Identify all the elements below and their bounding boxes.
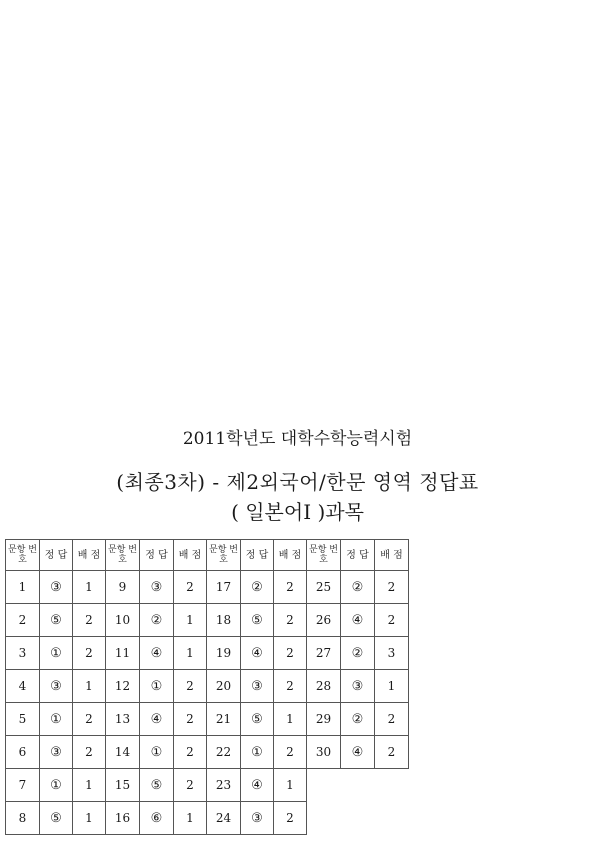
answer-value: ③ <box>140 571 174 604</box>
question-number: 1 <box>6 571 40 604</box>
score-value: 2 <box>274 637 307 670</box>
header-question-number: 문항 번호 <box>6 540 40 571</box>
score-value: 2 <box>274 802 307 835</box>
score-value: 3 <box>375 637 409 670</box>
header-score: 배 점 <box>274 540 307 571</box>
title-exam-year: 2011학년도 대학수학능력시험 <box>182 429 413 449</box>
answer-value: ③ <box>241 802 274 835</box>
answer-value: ④ <box>140 637 174 670</box>
score-value: 1 <box>174 802 207 835</box>
question-number: 6 <box>6 736 40 769</box>
question-number: 3 <box>6 637 40 670</box>
header-score: 배 점 <box>73 540 106 571</box>
question-number: 27 <box>307 637 341 670</box>
answer-value: ④ <box>241 769 274 802</box>
score-value: 1 <box>73 802 106 835</box>
header-answer: 정 답 <box>241 540 274 571</box>
answer-value: ⑤ <box>140 769 174 802</box>
table-row <box>6 802 409 835</box>
answer-value: ① <box>140 670 174 703</box>
answer-value: ③ <box>40 736 73 769</box>
score-value: 2 <box>174 571 207 604</box>
score-value: 1 <box>73 769 106 802</box>
table-row <box>6 571 409 604</box>
question-number: 11 <box>106 637 140 670</box>
header-question-number: 문항 번호 <box>106 540 140 571</box>
answer-value: ④ <box>241 637 274 670</box>
empty-cell <box>307 769 409 802</box>
score-value: 2 <box>174 736 207 769</box>
question-number: 13 <box>106 703 140 736</box>
score-value: 1 <box>274 769 307 802</box>
header-question-number: 문항 번호 <box>307 540 341 571</box>
score-value: 2 <box>274 736 307 769</box>
score-value: 2 <box>73 604 106 637</box>
score-value: 1 <box>375 670 409 703</box>
question-number: 2 <box>6 604 40 637</box>
question-number: 14 <box>106 736 140 769</box>
table-row <box>6 604 409 637</box>
question-number: 5 <box>6 703 40 736</box>
score-value: 2 <box>274 670 307 703</box>
score-value: 1 <box>274 703 307 736</box>
answer-value: ① <box>40 769 73 802</box>
answer-value: ③ <box>40 670 73 703</box>
score-value: 2 <box>274 604 307 637</box>
question-number: 23 <box>207 769 241 802</box>
answer-value: ② <box>341 637 375 670</box>
answer-value: ① <box>40 637 73 670</box>
score-value: 1 <box>174 604 207 637</box>
question-number: 18 <box>207 604 241 637</box>
answer-value: ④ <box>341 604 375 637</box>
score-value: 2 <box>174 769 207 802</box>
score-value: 1 <box>73 670 106 703</box>
answer-value: ② <box>341 571 375 604</box>
question-number: 30 <box>307 736 341 769</box>
question-number: 17 <box>207 571 241 604</box>
question-number: 7 <box>6 769 40 802</box>
answer-value: ③ <box>341 670 375 703</box>
score-value: 1 <box>174 637 207 670</box>
answer-value: ④ <box>341 736 375 769</box>
question-number: 10 <box>106 604 140 637</box>
score-value: 2 <box>174 703 207 736</box>
score-value: 1 <box>73 571 106 604</box>
question-number: 4 <box>6 670 40 703</box>
table-row <box>6 670 409 703</box>
table-row <box>6 703 409 736</box>
question-number: 20 <box>207 670 241 703</box>
score-value: 2 <box>274 571 307 604</box>
answer-value: ⑤ <box>40 604 73 637</box>
answer-table-header <box>6 540 409 571</box>
empty-cell <box>307 802 409 835</box>
answer-value: ⑤ <box>241 604 274 637</box>
answer-value: ④ <box>140 703 174 736</box>
score-value: 2 <box>375 736 409 769</box>
header-score: 배 점 <box>174 540 207 571</box>
question-number: 9 <box>106 571 140 604</box>
answer-value: ① <box>140 736 174 769</box>
answer-value: ③ <box>40 571 73 604</box>
question-number: 12 <box>106 670 140 703</box>
header-question-number: 문항 번호 <box>207 540 241 571</box>
answer-value: ② <box>140 604 174 637</box>
header-answer: 정 답 <box>140 540 174 571</box>
question-number: 28 <box>307 670 341 703</box>
answer-value: ⑤ <box>40 802 73 835</box>
answer-value: ⑥ <box>140 802 174 835</box>
question-number: 21 <box>207 703 241 736</box>
question-number: 16 <box>106 802 140 835</box>
question-number: 8 <box>6 802 40 835</box>
header-score: 배 점 <box>375 540 409 571</box>
answer-value: ③ <box>241 670 274 703</box>
answer-value: ② <box>241 571 274 604</box>
answer-value: ⑤ <box>241 703 274 736</box>
question-number: 24 <box>207 802 241 835</box>
question-number: 26 <box>307 604 341 637</box>
table-row <box>6 637 409 670</box>
question-number: 15 <box>106 769 140 802</box>
answer-value: ① <box>40 703 73 736</box>
table-row <box>6 736 409 769</box>
score-value: 2 <box>73 637 106 670</box>
score-value: 2 <box>174 670 207 703</box>
question-number: 29 <box>307 703 341 736</box>
answer-value: ① <box>241 736 274 769</box>
question-number: 22 <box>207 736 241 769</box>
header-answer: 정 답 <box>341 540 375 571</box>
score-value: 2 <box>73 703 106 736</box>
header-answer: 정 답 <box>40 540 73 571</box>
score-value: 2 <box>375 604 409 637</box>
score-value: 2 <box>375 703 409 736</box>
table-row <box>6 769 409 802</box>
answer-table <box>5 539 409 835</box>
answer-value: ② <box>341 703 375 736</box>
score-value: 2 <box>375 571 409 604</box>
question-number: 25 <box>307 571 341 604</box>
title-answer-key: (최종3차) - 제2외국어/한문 영역 정답표 <box>116 470 479 494</box>
score-value: 2 <box>73 736 106 769</box>
question-number: 19 <box>207 637 241 670</box>
title-subject: ( 일본어Ⅰ )과목 <box>231 500 364 524</box>
